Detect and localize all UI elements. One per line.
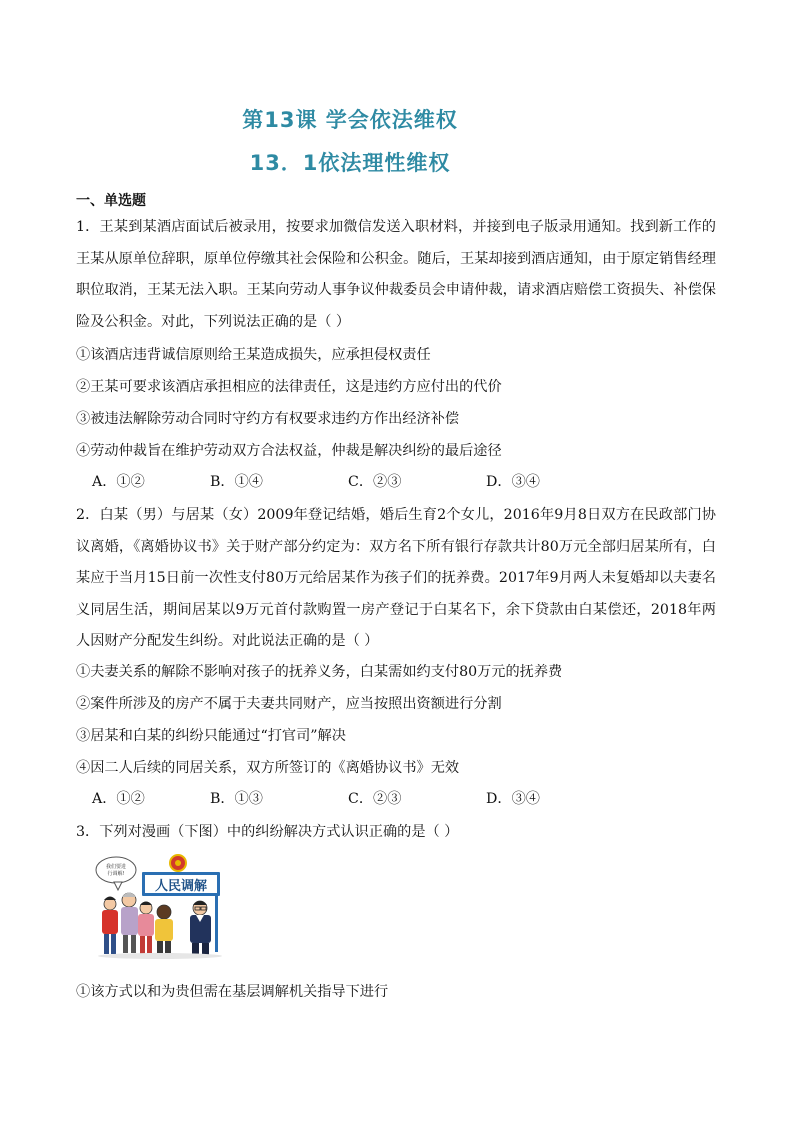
question-3-stem: 3．下列对漫画（下图）中的纠纷解决方式认识正确的是（ ） xyxy=(76,824,459,840)
question-1-choice-b[interactable]: B．①④ xyxy=(210,474,263,490)
question-1-choice-d[interactable]: D．③④ xyxy=(486,474,540,490)
question-2-statement-1: ①夫妻关系的解除不影响对孩子的抚养义务，白某需如约支付80万元的抚养费 xyxy=(76,664,563,680)
question-1-stem: 1．王某到某酒店面试后被录用，按要求加微信发送入职材料，并接到电子版录用通知。找到新工作的王某从原单位辞职，原单位停缴其社会保险和公积金。随后，王某却接到酒店通知，由于原定销售经理职位取消，王某无法入职。王某向劳动人事争议仲裁委员会申请仲裁，请求酒店赔偿工资损失、补偿保险及公积金。对此，下列说法正确的是（ ） xyxy=(76,219,716,330)
question-2-stem: 2．白某（男）与居某（女）2009年登记结婚，婚后生育2个女儿，2016年9月8日双方在民政部门协议离婚，《离婚协议书》关于财产部分约定为：双方名下所有银行存款共计80万元全部归居某所有，白某应于当月15日前一次性支付80万元给居某作为孩子们的抚养费。2017年9月两人未复婚却以夫妻名义同居生活，期间居某以9万元首付款购置一房产登记于白某名下，余下贷款由白某偿还，2018年两人因财产分配发生纠纷。对此说法正确的是（ ） xyxy=(76,507,716,649)
section-heading: 一、单选题 xyxy=(76,193,146,209)
question-2-choice-d[interactable]: D．③④ xyxy=(486,791,540,807)
question-1-choice-a[interactable]: A．①② xyxy=(92,474,145,490)
title-line-1: 第13课 学会依法维权 xyxy=(242,108,458,132)
question-1-statement-3: ③被违法解除劳动合同时守约方有权要求违约方作出经济补偿 xyxy=(76,411,460,427)
question-3-statement-1: ①该方式以和为贵但需在基层调解机关指导下进行 xyxy=(76,984,389,1000)
question-2-choice-c[interactable]: C．②③ xyxy=(348,791,402,807)
question-1-statement-4: ④劳动仲裁旨在维护劳动双方合法权益，仲裁是解决纠纷的最后途径 xyxy=(76,443,502,459)
question-1-statement-1: ①该酒店违背诚信原则给王某造成损失，应承担侵权责任 xyxy=(76,347,431,363)
question-2-statement-4: ④因二人后续的同居关系，双方所签订的《离婚协议书》无效 xyxy=(76,760,460,776)
question-2-statement-3: ③居某和白某的纠纷只能通过“打官司”解决 xyxy=(76,728,346,744)
question-2-statement-2: ②案件所涉及的房产不属于夫妻共同财产，应当按照出资额进行分割 xyxy=(76,696,502,712)
mediation-cartoon xyxy=(92,852,242,960)
cartoon-sign-text: 人民调解 xyxy=(154,879,208,894)
question-1-statement-2: ②王某可要求该酒店承担相应的法律责任，这是违约方应付出的代价 xyxy=(76,379,502,395)
mediation-cartoon-illustration xyxy=(92,852,242,960)
question-1-choice-c[interactable]: C．②③ xyxy=(348,474,402,490)
question-2-choice-b[interactable]: B．①③ xyxy=(210,791,263,807)
bubble-text-line-1: 我们要进 xyxy=(105,864,127,870)
title-line-2: 13．1依法理性维权 xyxy=(249,151,451,175)
question-2-choice-a[interactable]: A．①② xyxy=(92,791,145,807)
bubble-text-line-2: 行调解! xyxy=(107,871,125,877)
